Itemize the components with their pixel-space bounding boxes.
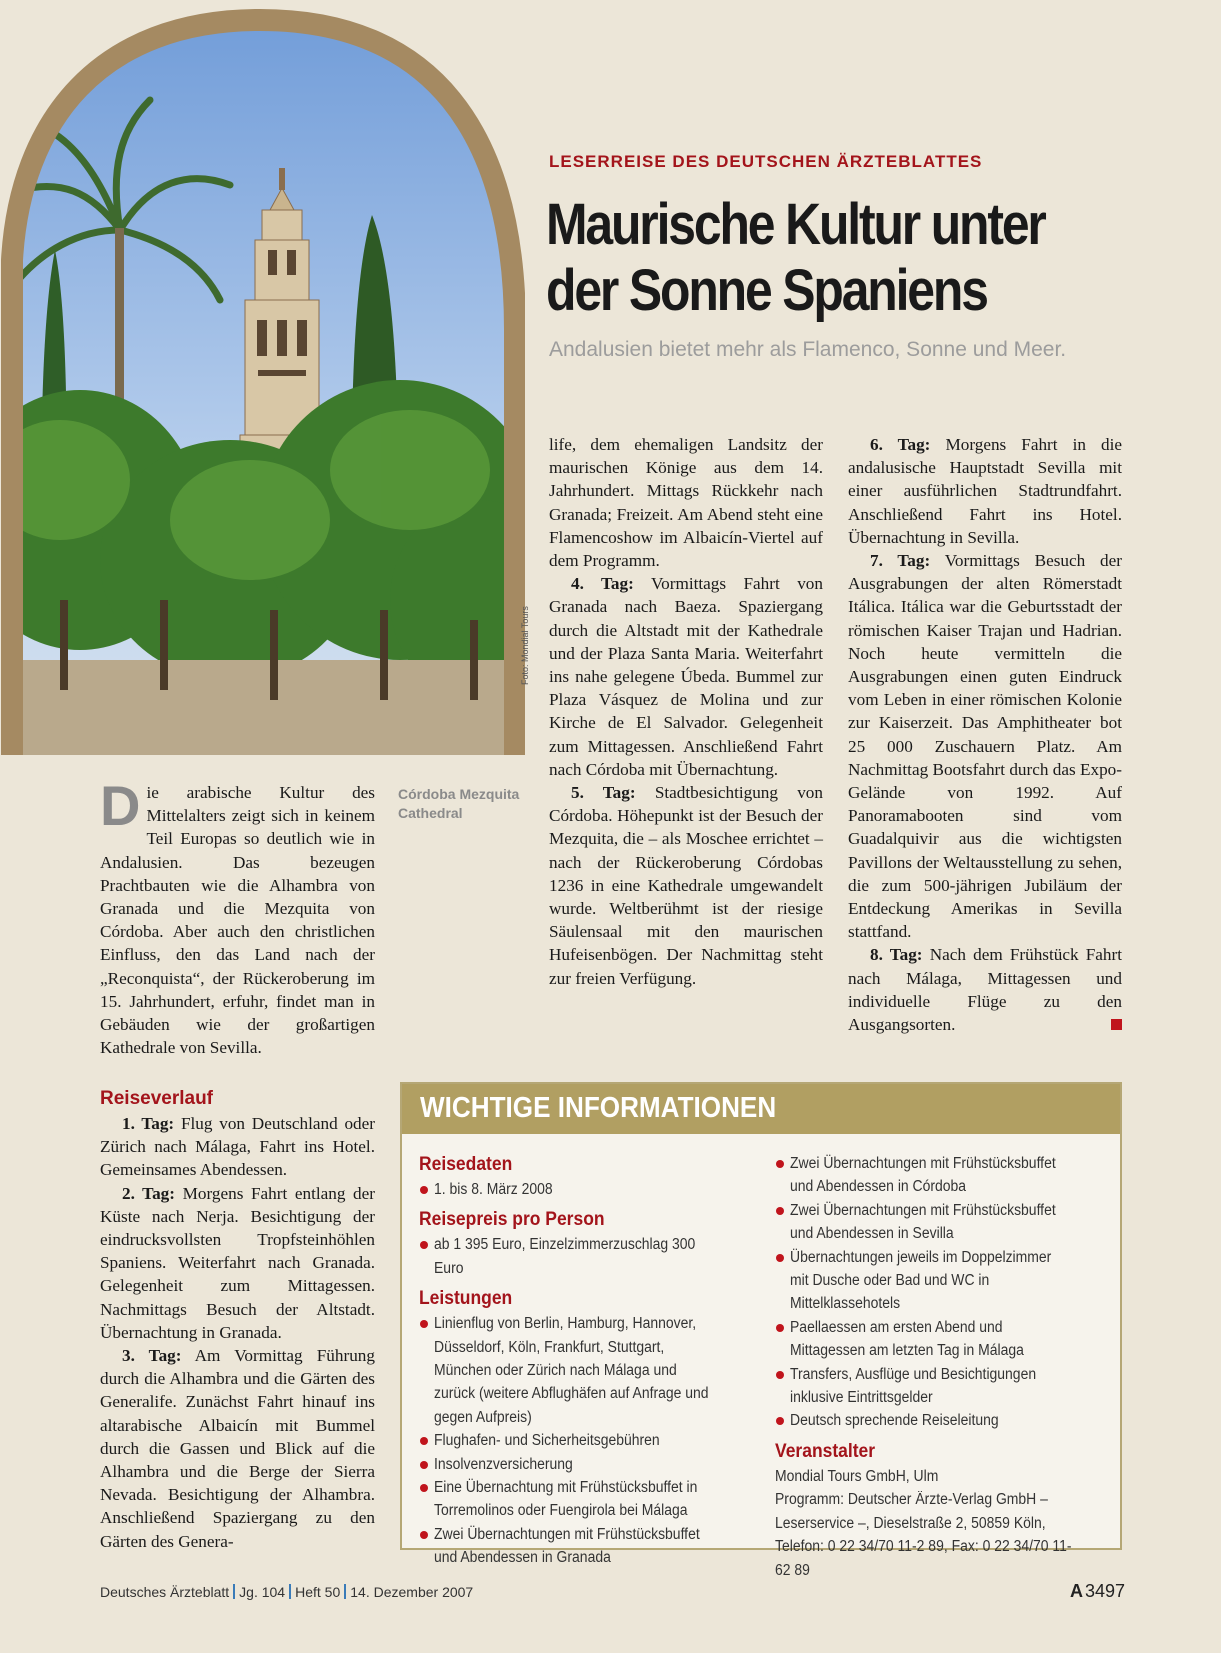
footer-separator [289,1584,291,1599]
dates-list [419,1178,749,1201]
itinerary-column-middle [549,433,823,990]
day-2-label: 2. Tag: [122,1183,175,1203]
article-photo [0,0,525,755]
list-item: Eine Übernachtung mit Frühstücksbuffet in Torremolinos oder Fuengirola bei Málaga [419,1476,749,1523]
end-mark-icon [1111,1019,1122,1030]
organizer-name: Mondial Tours GmbH, Ulm [775,1467,939,1485]
list-item: Linienflug von Berlin, Hamburg, Hannover, Düsseldorf, Köln, Frankfurt, Stuttgart, München oder Zürich nach Málaga und zurück (weitere Abflughäfen auf Anfrage und gegen Aufpreis) [419,1312,749,1429]
list-item: Übernachtungen jeweils im Doppelzimmer mit Dusche oder Bad und WC in Mittelklassehotels [775,1246,1105,1316]
info-box [400,1082,1122,1579]
headline [546,192,1096,324]
subtitle: Andalusien bietet mehr als Flamenco, Sonne und Meer. [549,338,1067,361]
itinerary-title: Reiseverlauf [100,1088,214,1109]
footer-separator [344,1584,346,1599]
page-number-value: 3497 [1085,1581,1126,1601]
info-column-left [419,1152,749,1570]
journal-volume: Jg. 104 [239,1584,286,1600]
program-contact: Programm: Deutscher Ärzte-Verlag GmbH – Leserservice –, Dieselstraße 2, 50859 Köln, Telefon: 0 22 34/70 11-2 89, Fax: 0 22 34/70 11-62 89 [775,1491,1072,1579]
kicker: LESERREISE DES DEUTSCHEN ÄRZTEBLATTES [549,152,983,171]
services-title: Leistungen [419,1288,513,1310]
intro-text: ie arabische Kultur des Mittelalters zeigt sich in keinem Teil Europas so deutlich wie in Andalusien. Das bezeugen Prachtbauten wie die Alhambra von Granada und die Mezquita von Córdoba. Aber auch den christlichen Einfluss, den das Land nach der „Reconquista“, der Rückeroberung im 15. Jahrhundert, erfuhr, findet man in Gebäuden wie der großartigen Kathedrale von Sevilla. [100,783,375,1058]
journal-date: 14. Dezember 2007 [350,1584,474,1600]
day-8-label: 8. Tag: [870,945,923,965]
day-6-text: Morgens Fahrt in die andalusische Hauptstadt Sevilla mit einer ausführlichen Stadtrundfahrt. Anschließend Fahrt ins Hotel. Übernachtung in Sevilla. [848,435,1122,547]
day-5-text: Stadtbesichtigung von Córdoba. Höhepunkt ist der Besuch der Mezquita, die – als Moschee errichtet – nach der Rückeroberung Córdobas 1236 in eine Kathedrale umgewandelt wurde. Weltberühmt ist der riesige Säulensaal mit den maurischen Hufeisenbögen. Der Nachmittag steht zur freien Verfügung. [549,783,823,988]
price-title: Reisepreis pro Person [419,1209,605,1231]
headline-line-1: Maurische Kultur unter [546,192,1045,257]
day-3-text-part-1: Am Vormittag Führung durch die Alhambra und die Gärten des Generalife. Zunächst Fahrt hinauf ins altarabische Albaicín mit Bummel durch die Gassen und Blick auf die Alhambra und die Berge der Sierra Nevada. Besichtigung der Alhambra. Anschließend Spaziergang zu den Gärten des Genera- [100,1346,375,1551]
day-2-text: Morgens Fahrt entlang der Küste nach Nerja. Besichtigung der eindrucksvollsten Tropfsteinhöhlen Spaniens. Weiterfahrt nach Granada. Gelegenheit zum Mittagessen. Nachmittags Besuch der Altstadt. Übernachtung in Granada. [100,1183,376,1342]
list-item: Zwei Übernachtungen mit Frühstücksbuffet und Abendessen in Granada [419,1523,749,1570]
list-item: Flughafen- und Sicherheitsgebühren [419,1429,749,1452]
list-item: Insolvenzversicherung [419,1453,749,1476]
day-1-label: 1. Tag: [122,1114,175,1133]
list-item: Zwei Übernachtungen mit Frühstücksbuffet und Abendessen in Sevilla [775,1199,1105,1246]
itinerary-column-left [100,1112,375,1553]
journal-issue: Heft 50 [295,1584,341,1600]
list-item: 1. bis 8. März 2008 [419,1178,749,1201]
day-3-label: 3. Tag: [122,1346,182,1366]
footer [100,1584,473,1600]
day-7-text: Vormittags Besuch der Ausgrabungen der alten Römerstadt Itálica. Itálica war die Geburtsstadt der römischen Kaiser Trajan und Hadrian. Noch heute vermitteln die Ausgrabungen einen guten Eindruck vom Leben in einer römischen Kolonie zur Kaiserzeit. Das Amphitheater bot 25 000 Zuschauern Platz. Am Nachmittag Bootsfahrt durch das Expo-Gelände von 1992. Auf Panoramabooten sind vom Guadalquivir aus die wichtigsten Pavillons der Weltausstellung zu sehen, die zum 500-jährigen Jubiläum der Entdeckung Amerikas in Sevilla stattfand. [848,551,1122,942]
day-6-label: 6. Tag: [870,435,931,454]
list-item: Paellaessen am ersten Abend und Mittagessen am letzten Tag in Málaga [775,1316,1105,1363]
itinerary-column-right [848,433,1122,1036]
dropcap: D [100,774,141,837]
mezquita-bell-tower-photo-icon [0,0,525,755]
day-4-text: Vormittags Fahrt von Granada nach Baeza. Spaziergang durch die Altstadt mit der Kathedrale und der Plaza Santa Maria. Weiterfahrt ins nahe gelegene Úbeda. Bummel zur Plaza Vásquez de Molina und zur Kirche de El Salvador. Gelegenheit zum Mittagessen. Anschließend Fahrt nach Córdoba mit Übernachtung. [549,574,823,779]
journal-name: Deutsches Ärzteblatt [100,1584,230,1600]
page-number [1070,1581,1125,1602]
list-item: Transfers, Ausflüge und Besichtigungen inklusive Eintrittsgelder [775,1363,1105,1410]
day-3-text-part-2: life, dem ehemaligen Landsitz der maurischen Könige aus dem 14. Jahrhundert. Mittags Rückkehr nach Granada; Freizeit. Am Abend steht eine Flamencoshow im Albaicín-Viertel auf dem Programm. [549,435,823,571]
day-7-label: 7. Tag: [870,551,931,571]
info-column-right [775,1152,1105,1582]
services-list-left [419,1312,749,1569]
services-list-right [775,1152,1105,1433]
info-box-title: WICHTIGE INFORMATIONEN [420,1092,777,1124]
organizer-title: Veranstalter [775,1440,876,1462]
day-1-text: Flug von Deutschland oder Zürich nach Málaga, Fahrt ins Hotel. Gemeinsames Abendessen. [100,1114,375,1180]
day-4-label: 4. Tag: [571,574,634,594]
headline-line-2: der Sonne Spaniens [546,258,987,323]
list-item: Deutsch sprechende Reiseleitung [775,1409,1105,1432]
footer-separator [233,1584,235,1599]
day-8-text: Nach dem Frühstück Fahrt nach Málaga, Mittagessen und individuelle Flüge zu den Ausgangsorten. [848,945,1123,1035]
info-box-header [402,1084,1120,1134]
dates-title: Reisedaten [419,1154,513,1175]
day-5-label: 5. Tag: [571,783,636,803]
list-item: Zwei Übernachtungen mit Frühstücksbuffet und Abendessen in Córdoba [775,1152,1105,1199]
page-prefix: A [1070,1581,1083,1601]
list-item: ab 1 395 Euro, Einzelzimmerzuschlag 300 Euro [419,1233,749,1280]
photo-caption: Córdoba Mezquita Cathedral [398,786,520,821]
photo-credit: Foto: Mondial Tours [520,606,530,685]
price-list [419,1233,749,1280]
intro-paragraph [100,774,375,1059]
